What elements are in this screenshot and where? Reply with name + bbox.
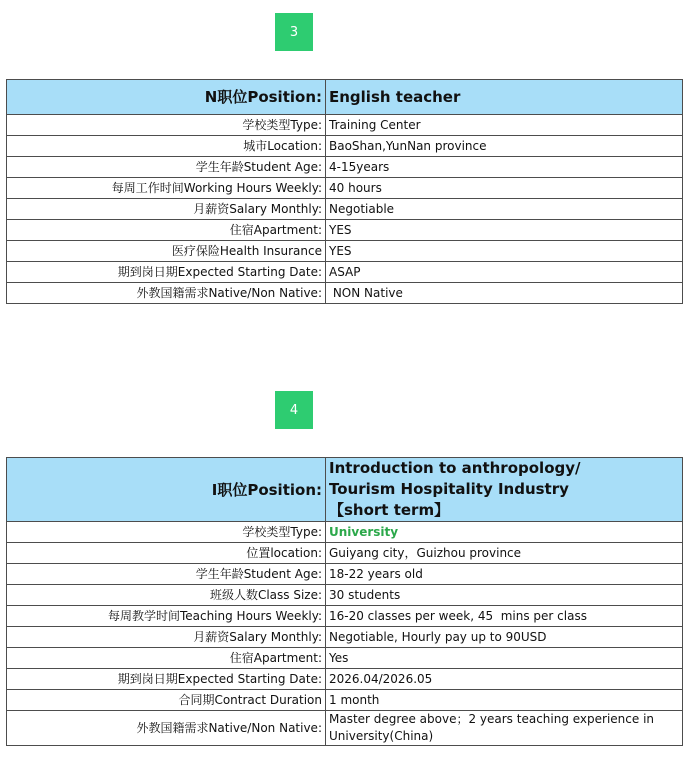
starting-date-value: ASAP <box>326 262 683 283</box>
starting-date-value: 2026.04/2026.05 <box>326 669 683 690</box>
table-row <box>7 522 683 543</box>
student-age-value: 18-22 years old <box>326 564 683 585</box>
starting-date-label: 期到岗日期Expected Starting Date: <box>7 669 326 690</box>
job-table <box>6 79 683 304</box>
job-table <box>6 457 683 746</box>
starting-date-label: 期到岗日期Expected Starting Date: <box>7 262 326 283</box>
table-row <box>7 241 683 262</box>
contract-duration-label: 合同期Contract Duration <box>7 690 326 711</box>
native-label: 外教国籍需求Native/Non Native: <box>7 711 326 746</box>
native-value <box>326 711 683 746</box>
working-hours-value: 40 hours <box>326 178 683 199</box>
location-value: BaoShan,YunNan province <box>326 136 683 157</box>
table-row <box>7 669 683 690</box>
student-age-value: 4-15years <box>326 157 683 178</box>
type-value: Training Center <box>326 115 683 136</box>
apartment-value: Yes <box>326 648 683 669</box>
contract-duration-value: 1 month <box>326 690 683 711</box>
table-row <box>7 199 683 220</box>
location-label: 位置location: <box>7 543 326 564</box>
type-label: 学校类型Type: <box>7 115 326 136</box>
table-row <box>7 80 683 115</box>
student-age-label: 学生年龄Student Age: <box>7 157 326 178</box>
table-row <box>7 711 683 746</box>
table-row <box>7 543 683 564</box>
type-value: University <box>326 522 683 543</box>
table-row <box>7 627 683 648</box>
salary-label: 月薪资Salary Monthly: <box>7 627 326 648</box>
position-line: Tourism Hospitality Industry <box>329 480 569 498</box>
native-value-line: Master degree above；2 years teaching experience in <box>329 712 655 726</box>
position-label: I职位Position: <box>7 458 326 522</box>
salary-label: 月薪资Salary Monthly: <box>7 199 326 220</box>
table-row <box>7 178 683 199</box>
table-row <box>7 648 683 669</box>
student-age-label: 学生年龄Student Age: <box>7 564 326 585</box>
native-label: 外教国籍需求Native/Non Native: <box>7 283 326 304</box>
table-row <box>7 690 683 711</box>
table-row <box>7 157 683 178</box>
apartment-value: YES <box>326 220 683 241</box>
working-hours-label: 每周工作时间Working Hours Weekly: <box>7 178 326 199</box>
location-value: Guiyang city，Guizhou province <box>326 543 683 564</box>
apartment-label: 住宿Apartment: <box>7 648 326 669</box>
table-row <box>7 136 683 157</box>
type-label: 学校类型Type: <box>7 522 326 543</box>
table-row <box>7 262 683 283</box>
table-row <box>7 115 683 136</box>
location-label: 城市Location: <box>7 136 326 157</box>
position-label: N职位Position: <box>7 80 326 115</box>
job-number-badge: 3 <box>275 13 313 51</box>
native-value-line: University(China) <box>329 729 434 743</box>
table-row <box>7 585 683 606</box>
table-row <box>7 283 683 304</box>
position-line: Introduction to anthropology/ <box>329 459 581 477</box>
salary-value: Negotiable, Hourly pay up to 90USD <box>326 627 683 648</box>
class-size-value: 30 students <box>326 585 683 606</box>
table-row <box>7 220 683 241</box>
health-insurance-value: YES <box>326 241 683 262</box>
salary-value: Negotiable <box>326 199 683 220</box>
class-size-label: 班级人数Class Size: <box>7 585 326 606</box>
position-value <box>326 458 683 522</box>
teaching-hours-label: 每周教学时间Teaching Hours Weekly: <box>7 606 326 627</box>
table-row <box>7 564 683 585</box>
native-value: NON Native <box>326 283 683 304</box>
teaching-hours-value: 16-20 classes per week, 45 mins per class <box>326 606 683 627</box>
table-row <box>7 458 683 522</box>
table-row <box>7 606 683 627</box>
health-insurance-label: 医疗保险Health Insurance <box>7 241 326 262</box>
position-value: English teacher <box>326 80 683 115</box>
apartment-label: 住宿Apartment: <box>7 220 326 241</box>
position-line: 【short term】 <box>329 501 450 519</box>
job-number-badge: 4 <box>275 391 313 429</box>
